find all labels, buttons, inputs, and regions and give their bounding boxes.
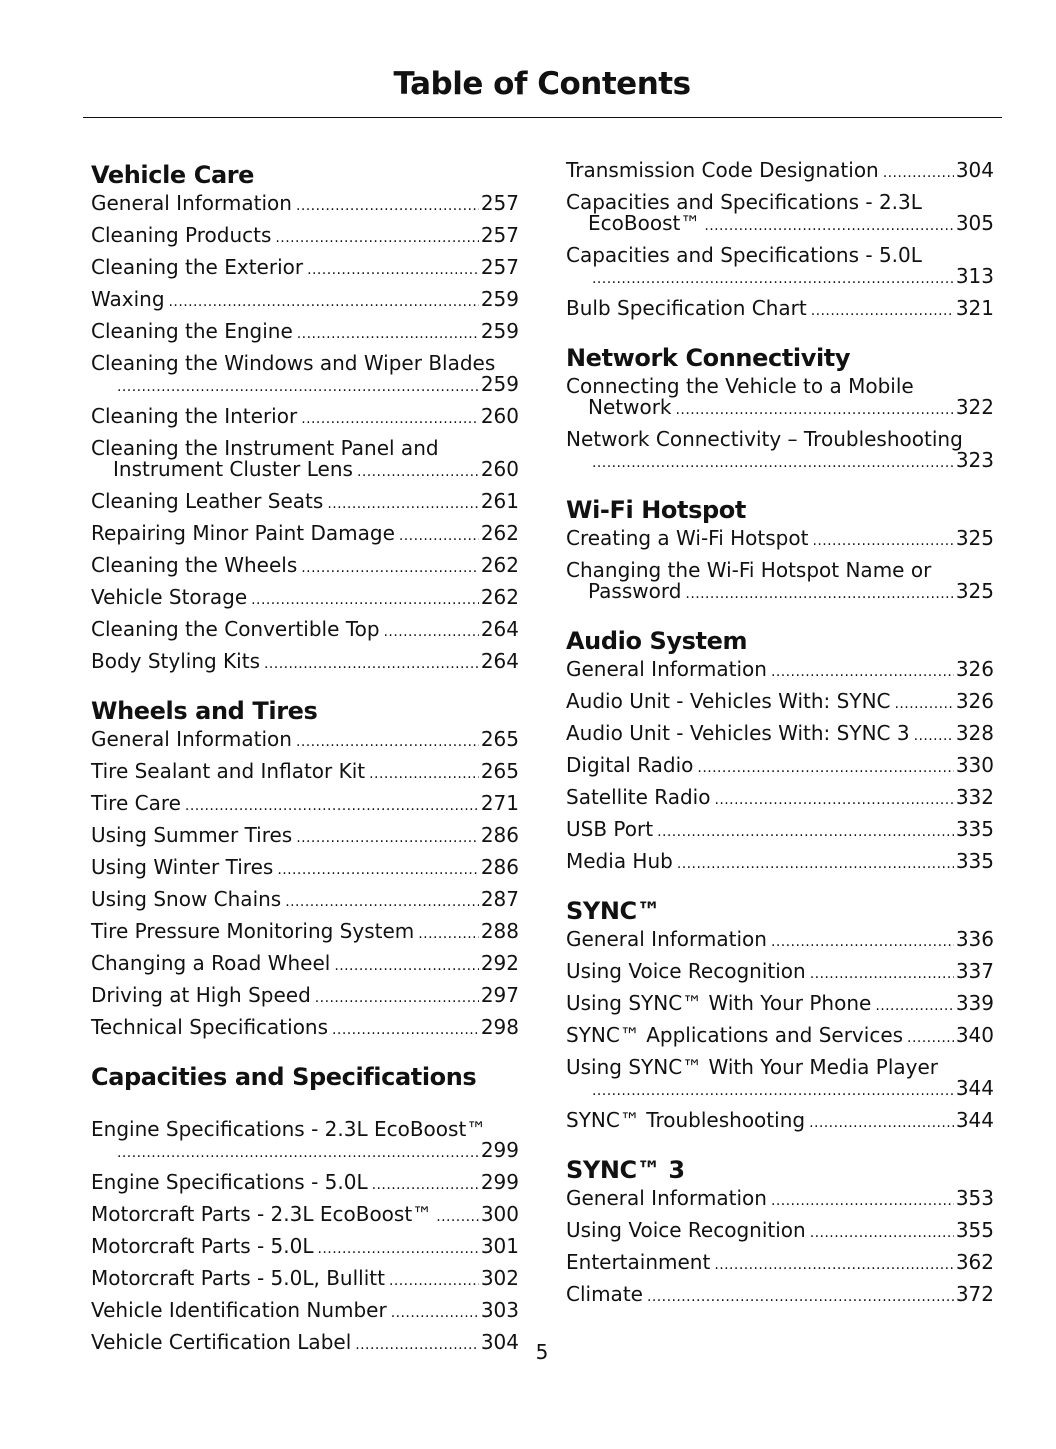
entry-page-number: 265 — [480, 759, 519, 783]
entry-title: Motorcraft Parts - 2.3L EcoBoost™ — [91, 1202, 433, 1226]
dot-leader — [264, 654, 479, 675]
section-heading: Network Connectivity — [566, 344, 851, 372]
dot-leader — [307, 260, 479, 281]
entry-title: Vehicle Identification Number — [91, 1298, 387, 1322]
entry-page-number: 288 — [480, 919, 519, 943]
entry-title: Motorcraft Parts - 5.0L — [91, 1234, 314, 1258]
dot-leader — [285, 892, 479, 913]
dot-leader — [301, 409, 479, 430]
dot-leader — [697, 758, 953, 779]
entry-page-number: 298 — [480, 1015, 519, 1039]
dot-leader — [296, 828, 479, 849]
toc-entry-sync-troubleshooting[interactable] — [566, 1110, 994, 1134]
section-heading: Wi-Fi Hotspot — [566, 496, 746, 524]
dot-leader — [811, 301, 954, 322]
toc-section-network-connectivity — [566, 343, 994, 474]
toc-entry-engine-specifications-5-0l[interactable] — [91, 1172, 519, 1196]
entry-page-number: 304 — [955, 158, 994, 182]
toc-section-vehicle-care — [91, 160, 519, 675]
dot-leader — [251, 590, 479, 611]
toc-entry-general-information[interactable] — [91, 729, 519, 753]
entry-page-number: 323 — [955, 448, 994, 472]
entry-page-number: 257 — [480, 255, 519, 279]
toc-entry-media-hub[interactable] — [566, 851, 994, 875]
toc-entry-repairing-minor-paint-damage[interactable] — [91, 523, 519, 547]
entry-title: Cleaning the Engine — [91, 319, 293, 343]
dot-leader — [704, 216, 953, 237]
entry-page-number: 326 — [955, 657, 994, 681]
dot-leader — [714, 1255, 953, 1276]
entry-title: Audio Unit - Vehicles With: SYNC 3 — [566, 721, 910, 745]
entry-title: Transmission Code Designation — [566, 158, 879, 182]
dot-leader — [372, 1175, 479, 1196]
toc-section-audio-system — [566, 626, 994, 875]
entry-page-number: 297 — [480, 983, 519, 1007]
toc-entry-general-information[interactable] — [566, 1188, 994, 1212]
toc-entry-usb-port[interactable] — [566, 819, 994, 843]
dot-leader — [592, 453, 954, 474]
entry-page-number: 304 — [480, 1330, 519, 1354]
entry-title: Capacities and Specifications - 5.0L — [566, 243, 922, 267]
section-heading: Wheels and Tires — [91, 697, 318, 725]
entry-title: General Information — [91, 191, 292, 215]
page-title: Table of Contents — [393, 66, 691, 102]
dot-leader — [399, 526, 479, 547]
toc-entry-creating-a-wi-fi-hotspot[interactable] — [566, 528, 994, 552]
dot-leader — [318, 1239, 479, 1260]
entry-page-number: 257 — [480, 223, 519, 247]
dot-leader — [301, 558, 479, 579]
dot-leader — [771, 1191, 954, 1212]
toc-section-capacities-and-specifications — [91, 1062, 519, 1356]
entry-title: Body Styling Kits — [91, 649, 260, 673]
entry-page-number: 265 — [480, 727, 519, 751]
entry-title-continued: Instrument Cluster Lens — [113, 457, 353, 481]
dot-leader — [369, 764, 479, 785]
toc-entry-motorcraft-parts-2-3l-ecoboost[interactable] — [91, 1204, 519, 1228]
entry-title: Creating a Wi-Fi Hotspot — [566, 526, 809, 550]
entry-title: Engine Specifications - 5.0L — [91, 1170, 368, 1194]
entry-page-number: 344 — [955, 1108, 994, 1132]
dot-leader — [647, 1287, 954, 1308]
entry-page-number: 325 — [955, 579, 994, 603]
toc-entry-audio-unit-vehicles-with-sync-3[interactable] — [566, 723, 994, 747]
dot-leader — [676, 400, 954, 421]
dot-leader — [117, 1143, 479, 1164]
toc-entry-tire-sealant-and-inflator-kit[interactable] — [91, 761, 519, 785]
toc-entry-using-snow-chains[interactable] — [91, 889, 519, 913]
toc-entry-cleaning-the-exterior[interactable] — [91, 257, 519, 281]
entry-title: Capacities and Specifications - 2.3L — [566, 190, 922, 214]
dot-leader — [357, 462, 479, 483]
toc-section-continued — [566, 160, 994, 322]
entry-page-number: 335 — [955, 817, 994, 841]
entry-title: Cleaning the Windows and Wiper Blades — [91, 351, 496, 375]
entry-page-number: 301 — [480, 1234, 519, 1258]
toc-entry-connecting-the-vehicle-to-a-mobile[interactable] — [566, 376, 994, 421]
dot-leader — [389, 1271, 479, 1292]
entry-page-number: 259 — [480, 372, 519, 396]
toc-entry-satellite-radio[interactable] — [566, 787, 994, 811]
entry-title: Cleaning Products — [91, 223, 272, 247]
entry-page-number: 300 — [480, 1202, 519, 1226]
entry-title: Climate — [566, 1282, 643, 1306]
toc-entry-bulb-specification-chart[interactable] — [566, 298, 994, 322]
entry-title: Media Hub — [566, 849, 673, 873]
dot-leader — [185, 796, 479, 817]
title-divider — [83, 117, 1002, 118]
toc-entry-using-sync-with-your-media-player[interactable] — [566, 1057, 994, 1102]
toc-entry-cleaning-the-interior[interactable] — [91, 406, 519, 430]
toc-entry-network-connectivity-troubleshooting[interactable] — [566, 429, 994, 474]
dot-leader — [315, 988, 479, 1009]
toc-entry-technical-specifications[interactable] — [91, 1017, 519, 1041]
entry-page-number: 286 — [480, 823, 519, 847]
entry-title: Using SYNC™ With Your Media Player — [566, 1055, 939, 1079]
dot-leader — [332, 1020, 479, 1041]
toc-entry-vehicle-storage[interactable] — [91, 587, 519, 611]
toc-entry-body-styling-kits[interactable] — [91, 651, 519, 675]
dot-leader — [771, 932, 954, 953]
toc-entry-tire-pressure-monitoring-system[interactable] — [91, 921, 519, 945]
toc-column-right — [566, 160, 994, 1316]
entry-title: General Information — [91, 727, 292, 751]
dot-leader — [327, 494, 478, 515]
entry-title: Network Connectivity – Troubleshooting — [566, 427, 963, 451]
entry-title: Using Summer Tires — [91, 823, 293, 847]
dot-leader — [277, 860, 479, 881]
entry-title: Using Voice Recognition — [566, 959, 806, 983]
toc-entry-digital-radio[interactable] — [566, 755, 994, 779]
toc-section-sync — [566, 896, 994, 1134]
section-heading: SYNC™ — [566, 897, 661, 925]
entry-page-number: 335 — [955, 849, 994, 873]
dot-leader — [169, 292, 479, 313]
toc-entry-cleaning-leather-seats[interactable] — [91, 491, 519, 515]
entry-title: Using Snow Chains — [91, 887, 282, 911]
entry-page-number: 340 — [955, 1023, 994, 1047]
entry-page-number: 264 — [480, 617, 519, 641]
entry-title-continued: Network — [588, 395, 672, 419]
dot-leader — [296, 732, 479, 753]
entry-title: Tire Care — [91, 791, 181, 815]
dot-leader — [592, 269, 954, 290]
entry-title: Technical Specifications — [91, 1015, 329, 1039]
entry-title: General Information — [566, 927, 767, 951]
entry-page-number: 339 — [955, 991, 994, 1015]
toc-entry-motorcraft-parts-5-0l-bullitt[interactable] — [91, 1268, 519, 1292]
entry-title: Audio Unit - Vehicles With: SYNC — [566, 689, 891, 713]
entry-page-number: 355 — [955, 1218, 994, 1242]
entry-page-number: 353 — [955, 1186, 994, 1210]
dot-leader — [296, 196, 479, 217]
entry-title: Cleaning the Convertible Top — [91, 617, 380, 641]
entry-page-number: 328 — [955, 721, 994, 745]
toc-entry-using-sync-with-your-phone[interactable] — [566, 993, 994, 1017]
dot-leader — [677, 854, 954, 875]
section-heading: SYNC™ 3 — [566, 1156, 685, 1184]
toc-entry-audio-unit-vehicles-with-sync[interactable] — [566, 691, 994, 715]
entry-page-number: 259 — [480, 319, 519, 343]
toc-entry-engine-specifications-2-3l-ecoboost[interactable] — [91, 1119, 519, 1164]
dot-leader — [592, 1081, 954, 1102]
dot-leader — [875, 996, 954, 1017]
toc-entry-waxing[interactable] — [91, 289, 519, 313]
toc-entry-motorcraft-parts-5-0l[interactable] — [91, 1236, 519, 1260]
dot-leader — [914, 726, 954, 747]
toc-entry-general-information[interactable] — [566, 929, 994, 953]
entry-page-number: 264 — [480, 649, 519, 673]
entry-title: Cleaning the Instrument Panel and — [91, 436, 439, 460]
toc-section-sync-3 — [566, 1155, 994, 1308]
section-heading: Capacities and Specifications — [91, 1063, 477, 1091]
toc-section-wi-fi-hotspot — [566, 495, 994, 605]
dot-leader — [883, 163, 954, 184]
entry-title: Engine Specifications - 2.3L EcoBoost™ — [91, 1117, 487, 1141]
page-number: 5 — [535, 1340, 549, 1364]
entry-title: Cleaning the Interior — [91, 404, 298, 428]
dot-leader — [436, 1207, 479, 1228]
dot-leader — [297, 324, 479, 345]
entry-title: Vehicle Storage — [91, 585, 248, 609]
entry-title: Satellite Radio — [566, 785, 711, 809]
entry-page-number: 372 — [955, 1282, 994, 1306]
dot-leader — [895, 694, 954, 715]
entry-page-number: 344 — [955, 1076, 994, 1100]
toc-entry-driving-at-high-speed[interactable] — [91, 985, 519, 1009]
dot-leader — [117, 377, 479, 398]
entry-title: Driving at High Speed — [91, 983, 311, 1007]
toc-entry-capacities-and-specifications-2-3l[interactable] — [566, 192, 994, 237]
entry-page-number: 262 — [480, 585, 519, 609]
toc-entry-climate[interactable] — [566, 1284, 994, 1308]
entry-title: General Information — [566, 1186, 767, 1210]
toc-entry-cleaning-the-convertible-top[interactable] — [91, 619, 519, 643]
dot-leader — [384, 622, 479, 643]
entry-title: SYNC™ Applications and Services — [566, 1023, 904, 1047]
dot-leader — [391, 1303, 479, 1324]
entry-page-number: 259 — [480, 287, 519, 311]
toc-entry-cleaning-the-engine[interactable] — [91, 321, 519, 345]
entry-page-number: 261 — [480, 489, 519, 513]
entry-title: Changing a Road Wheel — [91, 951, 331, 975]
toc-entry-cleaning-products[interactable] — [91, 225, 519, 249]
entry-title: Changing the Wi-Fi Hotspot Name or — [566, 558, 932, 582]
entry-page-number: 260 — [480, 457, 519, 481]
toc-entry-general-information[interactable] — [566, 659, 994, 683]
entry-page-number: 325 — [955, 526, 994, 550]
section-heading: Audio System — [566, 627, 748, 655]
entry-page-number: 330 — [955, 753, 994, 777]
entry-page-number: 262 — [480, 521, 519, 545]
entry-page-number: 286 — [480, 855, 519, 879]
entry-page-number: 299 — [480, 1138, 519, 1162]
toc-entry-entertainment[interactable] — [566, 1252, 994, 1276]
entry-page-number: 287 — [480, 887, 519, 911]
entry-title: Repairing Minor Paint Damage — [91, 521, 395, 545]
toc-entry-transmission-code-designation[interactable] — [566, 160, 994, 184]
toc-entry-capacities-and-specifications-5-0l[interactable] — [566, 245, 994, 290]
entry-title: Tire Sealant and Inflator Kit — [91, 759, 366, 783]
entry-title: Cleaning the Exterior — [91, 255, 304, 279]
entry-title: Tire Pressure Monitoring System — [91, 919, 415, 943]
dot-leader — [657, 822, 954, 843]
entry-title: Bulb Specification Chart — [566, 296, 807, 320]
dot-leader — [334, 956, 478, 977]
toc-entry-cleaning-the-windows-and-wiper-blades[interactable] — [91, 353, 519, 398]
entry-page-number: 337 — [955, 959, 994, 983]
dot-leader — [685, 584, 953, 605]
entry-title: Digital Radio — [566, 753, 694, 777]
entry-title: Motorcraft Parts - 5.0L, Bullitt — [91, 1266, 385, 1290]
dot-leader — [810, 964, 954, 985]
toc-entry-sync-applications-and-services[interactable] — [566, 1025, 994, 1049]
entry-page-number: 271 — [480, 791, 519, 815]
entry-page-number: 362 — [955, 1250, 994, 1274]
toc-entry-general-information[interactable] — [91, 193, 519, 217]
entry-page-number: 257 — [480, 191, 519, 215]
dot-leader — [907, 1028, 954, 1049]
toc-entry-cleaning-the-instrument-panel-and[interactable] — [91, 438, 519, 483]
entry-title: Using SYNC™ With Your Phone — [566, 991, 872, 1015]
toc-entry-using-summer-tires[interactable] — [91, 825, 519, 849]
dot-leader — [810, 1223, 954, 1244]
entry-page-number: 299 — [480, 1170, 519, 1194]
toc-entry-changing-the-wi-fi-hotspot-name-or[interactable] — [566, 560, 994, 605]
entry-page-number: 336 — [955, 927, 994, 951]
entry-title-continued: EcoBoost™ — [588, 211, 701, 235]
toc-entry-vehicle-identification-number[interactable] — [91, 1300, 519, 1324]
entry-title: Entertainment — [566, 1250, 711, 1274]
entry-title: Waxing — [91, 287, 165, 311]
toc-entry-tire-care[interactable] — [91, 793, 519, 817]
dot-leader — [812, 531, 953, 552]
section-heading: Vehicle Care — [91, 161, 255, 189]
dot-leader — [418, 924, 479, 945]
entry-page-number: 292 — [480, 951, 519, 975]
entry-title: Cleaning Leather Seats — [91, 489, 324, 513]
entry-page-number: 302 — [480, 1266, 519, 1290]
entry-page-number: 305 — [955, 211, 994, 235]
entry-page-number: 322 — [955, 395, 994, 419]
entry-page-number: 303 — [480, 1298, 519, 1322]
entry-page-number: 321 — [955, 296, 994, 320]
dot-leader — [771, 662, 954, 683]
toc-entry-using-voice-recognition[interactable] — [566, 1220, 994, 1244]
toc-entry-cleaning-the-wheels[interactable] — [91, 555, 519, 579]
toc-entry-using-voice-recognition[interactable] — [566, 961, 994, 985]
entry-title: Vehicle Certification Label — [91, 1330, 352, 1354]
toc-column-left — [91, 160, 519, 1364]
toc-section-wheels-and-tires — [91, 696, 519, 1041]
entry-page-number: 313 — [955, 264, 994, 288]
dot-leader — [809, 1113, 954, 1134]
dot-leader — [714, 790, 953, 811]
entry-page-number: 332 — [955, 785, 994, 809]
toc-entry-changing-a-road-wheel[interactable] — [91, 953, 519, 977]
entry-title: SYNC™ Troubleshooting — [566, 1108, 806, 1132]
entry-title: General Information — [566, 657, 767, 681]
entry-title-continued: Password — [588, 579, 682, 603]
entry-title: Using Voice Recognition — [566, 1218, 806, 1242]
entry-title: Using Winter Tires — [91, 855, 274, 879]
entry-title: USB Port — [566, 817, 654, 841]
entry-title: Cleaning the Wheels — [91, 553, 298, 577]
dot-leader — [275, 228, 478, 249]
entry-page-number: 260 — [480, 404, 519, 428]
entry-title: Connecting the Vehicle to a Mobile — [566, 374, 914, 398]
entry-page-number: 262 — [480, 553, 519, 577]
entry-page-number: 326 — [955, 689, 994, 713]
toc-entry-using-winter-tires[interactable] — [91, 857, 519, 881]
